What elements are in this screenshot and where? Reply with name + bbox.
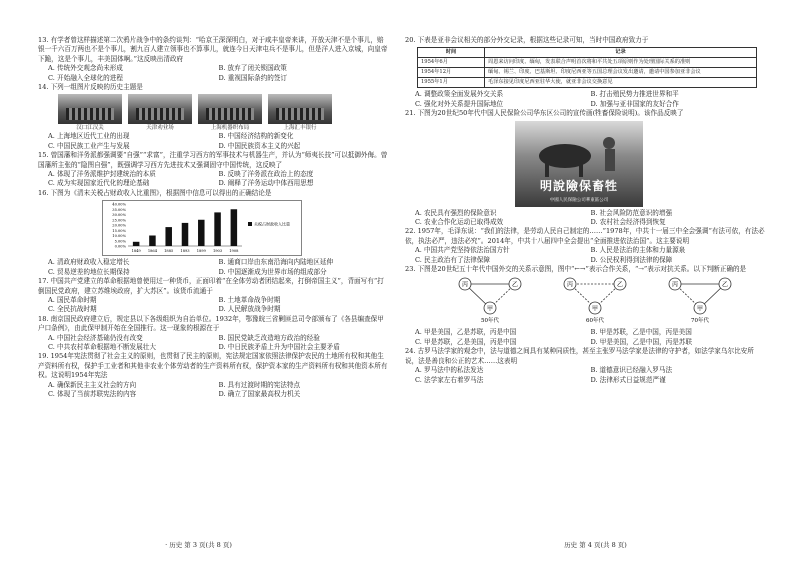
photo-item: [268, 94, 332, 132]
question-13-stem: 13. 有学者曾这样描述第二次鸦片战争中的条约谈判：“哈京王深深明白，对于咸丰皇帝来讲，开放天津不是个事儿，赔银一千六百万两也不是个事儿，割九百人建立领事也不算事儿，就连今日天津屯兵不是事儿，但是洋人进入京城，向皇帝下跪，这是个事儿，丰美国体啊。”这反映出清政府: [38, 36, 388, 63]
option-18b[interactable]: B. 国民党缺乏改造地方政治的经验: [218, 333, 320, 342]
question-17-options: [38, 296, 389, 315]
table-row: [418, 58, 757, 68]
diagram-node-label: 甲: [486, 305, 494, 313]
y-tick-label: 25.00%: [112, 218, 126, 223]
question-13-options: [38, 64, 389, 83]
table-cell: 1955年1月: [418, 78, 485, 88]
option-14c[interactable]: C. 中国民族工业产生与发展: [48, 141, 130, 150]
photo-row: [58, 94, 389, 132]
table-cell: 毛泽东接见印度尼西亚驻华大使，就亚非会议交换意见: [485, 78, 757, 88]
option-16b[interactable]: B. 通商口岸由东南沿海向内陆地区延伸: [218, 258, 334, 267]
diagram-era-label: 70年代: [691, 318, 709, 325]
option-15a[interactable]: A. 体现了洋务派维护封建统治的本质: [48, 170, 156, 179]
photo-caption: 天津劝业场: [146, 125, 174, 132]
chart-bar: [149, 236, 156, 247]
question-20-stem: 20. 下表是亚非会议相关的部分外交记录，根据这些记录可知，当时中国政府致力于: [405, 36, 649, 44]
chart-bar: [133, 242, 140, 246]
diagram-node-label: 乙: [721, 281, 729, 289]
y-tick-label: 5.00%: [114, 239, 126, 244]
table-cell: 1954年12月: [418, 68, 485, 78]
x-tick-label: 1885: [164, 249, 174, 254]
y-tick-label: 35.00%: [112, 208, 126, 213]
question-21-options: [405, 209, 766, 228]
option-13c[interactable]: C. 开始融入全球化的进程: [48, 73, 123, 82]
option-18c[interactable]: C. 中共农村革命根据地不断发展壮大: [48, 342, 156, 351]
question-24-options: [405, 366, 766, 385]
right-page: [397, 0, 794, 562]
option-16d[interactable]: D. 中国逐渐成为世界市场的组成部分: [218, 267, 327, 276]
tariff-chart: [102, 200, 302, 256]
option-19d[interactable]: D. 确立了国家最高权力机关: [218, 389, 301, 398]
option-20b[interactable]: B. 打击殖民势力推进世界和平: [590, 90, 679, 99]
option-20c[interactable]: C. 强化对外关系提升国际地位: [415, 99, 504, 108]
table-row: [418, 68, 757, 78]
option-17a[interactable]: A. 国民革命时期: [48, 295, 97, 304]
photo-caption: 上海机器织布局: [210, 125, 250, 132]
question-18-options: [38, 334, 389, 353]
x-tick-label: 1903: [212, 249, 223, 254]
x-tick-label: 1908: [229, 249, 239, 254]
option-24d[interactable]: D. 法律形式日益规范严谨: [590, 375, 666, 384]
question-22-stem: 22. 1957年，毛泽东说：“我们的法律，是劳动人民自己制定的……”1978年，中共十一届三中全会强调“有法可依，有法必依，执法必严，违法必究”。2014年，中共十八届四中全会提出“全面推进依法治国”。这主要说明: [405, 227, 765, 245]
table-cell: 缅甸、锡兰、印度、巴基斯坦、印度尼西亚等五国总理会议发出邀请，邀请中国参加亚非会议: [485, 68, 757, 78]
option-16c[interactable]: C. 贸易逆差的地位长期保持: [48, 267, 130, 276]
diagram-node-label: 丙: [671, 281, 679, 289]
option-13d[interactable]: D. 重视国际条约的签订: [218, 73, 288, 82]
question-19-options: [38, 381, 389, 400]
farmer-ox-illustration: [515, 121, 643, 181]
diagram-60s: [564, 278, 626, 324]
option-18a[interactable]: A. 中国社会经济基础仍没有改变: [48, 333, 143, 342]
y-tick-label: 40.00%: [112, 202, 126, 207]
option-18d[interactable]: D. 中日民族矛盾上升为中国社会主要矛盾: [218, 342, 340, 351]
option-23a[interactable]: A. 甲是美国，乙是苏联，丙是中国: [415, 328, 517, 337]
x-tick-label: 1893: [180, 249, 190, 254]
option-21b[interactable]: B. 社会风险防范意识的增强: [590, 208, 673, 217]
option-17b[interactable]: B. 土地革命战争时期: [218, 295, 281, 304]
chart-bar: [214, 213, 221, 247]
option-14a[interactable]: A. 上海地区近代工业的出现: [48, 132, 130, 141]
chart-bar: [231, 210, 238, 247]
option-19a[interactable]: A. 确保新民主主义社会的方向: [48, 380, 137, 389]
x-tick-label: 1849: [131, 249, 141, 254]
photo-caption: 汉口江汉关: [76, 125, 104, 132]
chart-bar: [182, 223, 189, 246]
page-footer-left: · 历史 第 3 页(共 8 页): [165, 541, 232, 549]
chart-bar: [165, 227, 172, 246]
x-tick-label: 1864: [147, 249, 158, 254]
diagram-node-label: 乙: [511, 281, 519, 289]
y-tick-label: 30.00%: [112, 213, 126, 218]
option-13b[interactable]: B. 放弃了闭关锁国政策: [218, 64, 287, 73]
option-21a[interactable]: A. 农民具有强烈的保险意识: [415, 208, 497, 217]
diagram-era-label: 60年代: [586, 318, 604, 325]
photo-item: [128, 94, 192, 132]
diagram-era-label: 50年代: [481, 318, 499, 325]
table-header-cell: 时间: [418, 48, 485, 58]
diagram-50s: [459, 278, 521, 324]
option-23b[interactable]: B. 甲是苏联，乙是中国，丙是美国: [590, 328, 692, 337]
diagram-node-label: 丙: [461, 281, 469, 289]
table-cell: 1954年6月: [418, 58, 485, 68]
table-header-row: [418, 48, 757, 58]
diagram-node-label: 甲: [696, 305, 704, 313]
option-22c[interactable]: C. 民主政治有了法律保障: [415, 255, 490, 264]
question-16-stem: 16. 下图为《清末关税占财政收入比重图》，根据图中信息可以得出的正确结论是: [38, 188, 272, 197]
question-23-options: [405, 328, 766, 347]
option-15d[interactable]: D. 阐释了洋务运动中体西用思想: [218, 179, 314, 188]
diagram-node-label: 甲: [591, 305, 599, 313]
question-19-stem: 19. 1954年宪法贯彻了社会主义的原则，也贯彻了民主的原则，宪法规定国家依照法律保护农民的土地所有权和其他生产资料所有权，保护手工业者和其他非农业个体劳动者的生产资料所有权，保护资本家的生产资料所有权和其他资本所有权。这说明1954年宪法: [38, 352, 388, 380]
option-15c[interactable]: C. 成为实现国家近代化的理论基础: [48, 179, 150, 188]
option-15b[interactable]: B. 反映了洋务派在政治上的态度: [218, 170, 314, 179]
tariff-chart-svg: [102, 200, 302, 256]
poster-title: 明說險保畜牲: [539, 178, 618, 193]
question-18-stem: 18. 南京国民政府建立后，规定县以下各级组织为自治单位。1932年，鄂豫皖三省剿匪总司令部颁布了《各县编查保甲户口条例》，由此保甲制开始在全国推行。这一现象的根源在于: [38, 314, 384, 333]
question-15-stem: 15. 曾国藩和洋务派都强调要“自强”“求富”，注重学习西方的军事技术与机器生产，并认为“师夷长技”可以抵御外侮。曾国藩所主张的“隐图自强”，既强调学习西方先进技术又强调固守中国传统，这反映了: [38, 151, 388, 169]
option-16a[interactable]: A. 清政府财政收入稳定增长: [48, 258, 130, 267]
question-15-options: [38, 170, 389, 189]
option-22d[interactable]: D. 公民权利得到法律的保障: [590, 255, 673, 264]
diagram-70s: [669, 278, 731, 324]
option-23c[interactable]: C. 甲是苏联，乙是美国，丙是中国: [415, 337, 517, 346]
option-20d[interactable]: D. 加强与亚非国家的友好合作: [590, 99, 679, 108]
page-footer-right: 历史 第 4 页(共 8 页): [564, 541, 627, 549]
photo-image: [198, 94, 262, 124]
diagram-node-label: 丙: [566, 281, 574, 289]
y-tick-label: 20.00%: [112, 223, 126, 228]
option-20a[interactable]: A. 调整政策全面发展外交关系: [415, 90, 504, 99]
option-24a[interactable]: A. 罗马法中的私法发达: [415, 366, 484, 375]
diagram-node-label: 乙: [616, 281, 624, 289]
option-22b[interactable]: B. 人民是法治的主体和力量源泉: [590, 246, 686, 255]
option-21c[interactable]: C. 农业合作化运动已取得成效: [415, 218, 504, 227]
option-14d[interactable]: D. 中国民族资本主义的兴起: [218, 141, 301, 150]
option-17d[interactable]: D. 人民解放战争时期: [218, 305, 281, 314]
photo-item: [58, 94, 122, 132]
photo-item: [198, 94, 262, 132]
option-17c[interactable]: C. 全民抗战时期: [48, 305, 97, 314]
option-22a[interactable]: A. 中国共产党坚持依法治国方针: [415, 246, 510, 255]
insurance-poster: [515, 121, 643, 207]
option-19c[interactable]: C. 体现了当前苏联宪法的内容: [48, 389, 137, 398]
option-13a[interactable]: A. 传统外交观念尚未形成: [48, 64, 123, 73]
question-14-stem: 14. 下列一组图片反映的历史主题是: [38, 83, 143, 92]
legend-label: 关税占财政收入比重: [254, 221, 290, 227]
question-16-options: [38, 258, 389, 277]
option-21d[interactable]: D. 农村社会经济得到恢复: [590, 218, 666, 227]
photo-image: [58, 94, 122, 124]
photo-image: [128, 94, 192, 124]
table-row: [418, 78, 757, 88]
question-24-stem: 24. 古罗马法学家的观念中，法与道德之间具有某种同质性，甚至主张罗马法学家是法律的守护者，如法学家乌尔比安所说，法是善良和公正的艺术……这表明: [405, 347, 754, 365]
legend-swatch: [248, 222, 252, 226]
option-23d[interactable]: D. 甲是美国，乙是中国，丙是苏联: [590, 337, 693, 346]
diplomacy-table: [417, 47, 757, 88]
y-tick-label: 15.00%: [112, 229, 126, 234]
photo-caption: 上海汇丰银行: [283, 125, 317, 132]
option-19b[interactable]: B. 具有过渡时期的宪法特点: [218, 380, 301, 389]
y-tick-label: 0.00%: [114, 244, 126, 249]
question-17-stem: 17. 中国共产党建立的革命根据地曾使用过一种货币，正面印着“在全体劳动者团结起来，打倒帝国主义”，背面写有“打倒国民党政府，建立苏维埃政府，扩大苏区”。该货币流通于: [38, 277, 384, 295]
chart-bar: [198, 220, 205, 246]
table-header-cell: 记录: [485, 48, 757, 58]
option-24c[interactable]: C. 法学家左右着罗马法: [415, 375, 484, 384]
photo-image: [268, 94, 332, 124]
question-20-options: [405, 90, 766, 109]
question-21-stem: 21. 下图为20世纪50年代中国人民保险公司华东区公司的宣传画(牲畜保险说明)。该作品反映了: [405, 109, 684, 118]
table-cell: 周恩来访问印度、缅甸，发表联合声明首次将和平共处五项原则作为处理国际关系的准则: [485, 58, 757, 68]
question-22-options: [405, 246, 766, 265]
question-23-stem: 23. 下图是20世纪五十年代中国外交的关系示意图，图中“←→”表示合作关系，“⇢”表示对抗关系。以下判断正确的是: [405, 265, 747, 274]
y-tick-label: 10.00%: [112, 234, 126, 239]
relations-diagram: [445, 274, 775, 324]
question-14-options: [38, 132, 389, 151]
option-24b[interactable]: B. 道德意识已经融入罗马法: [590, 366, 673, 375]
poster-subtitle: 中國人民保險公司華東區公司: [549, 197, 609, 203]
option-14b[interactable]: B. 中国经济结构的新变化: [218, 132, 294, 141]
x-tick-label: 1899: [196, 249, 206, 254]
